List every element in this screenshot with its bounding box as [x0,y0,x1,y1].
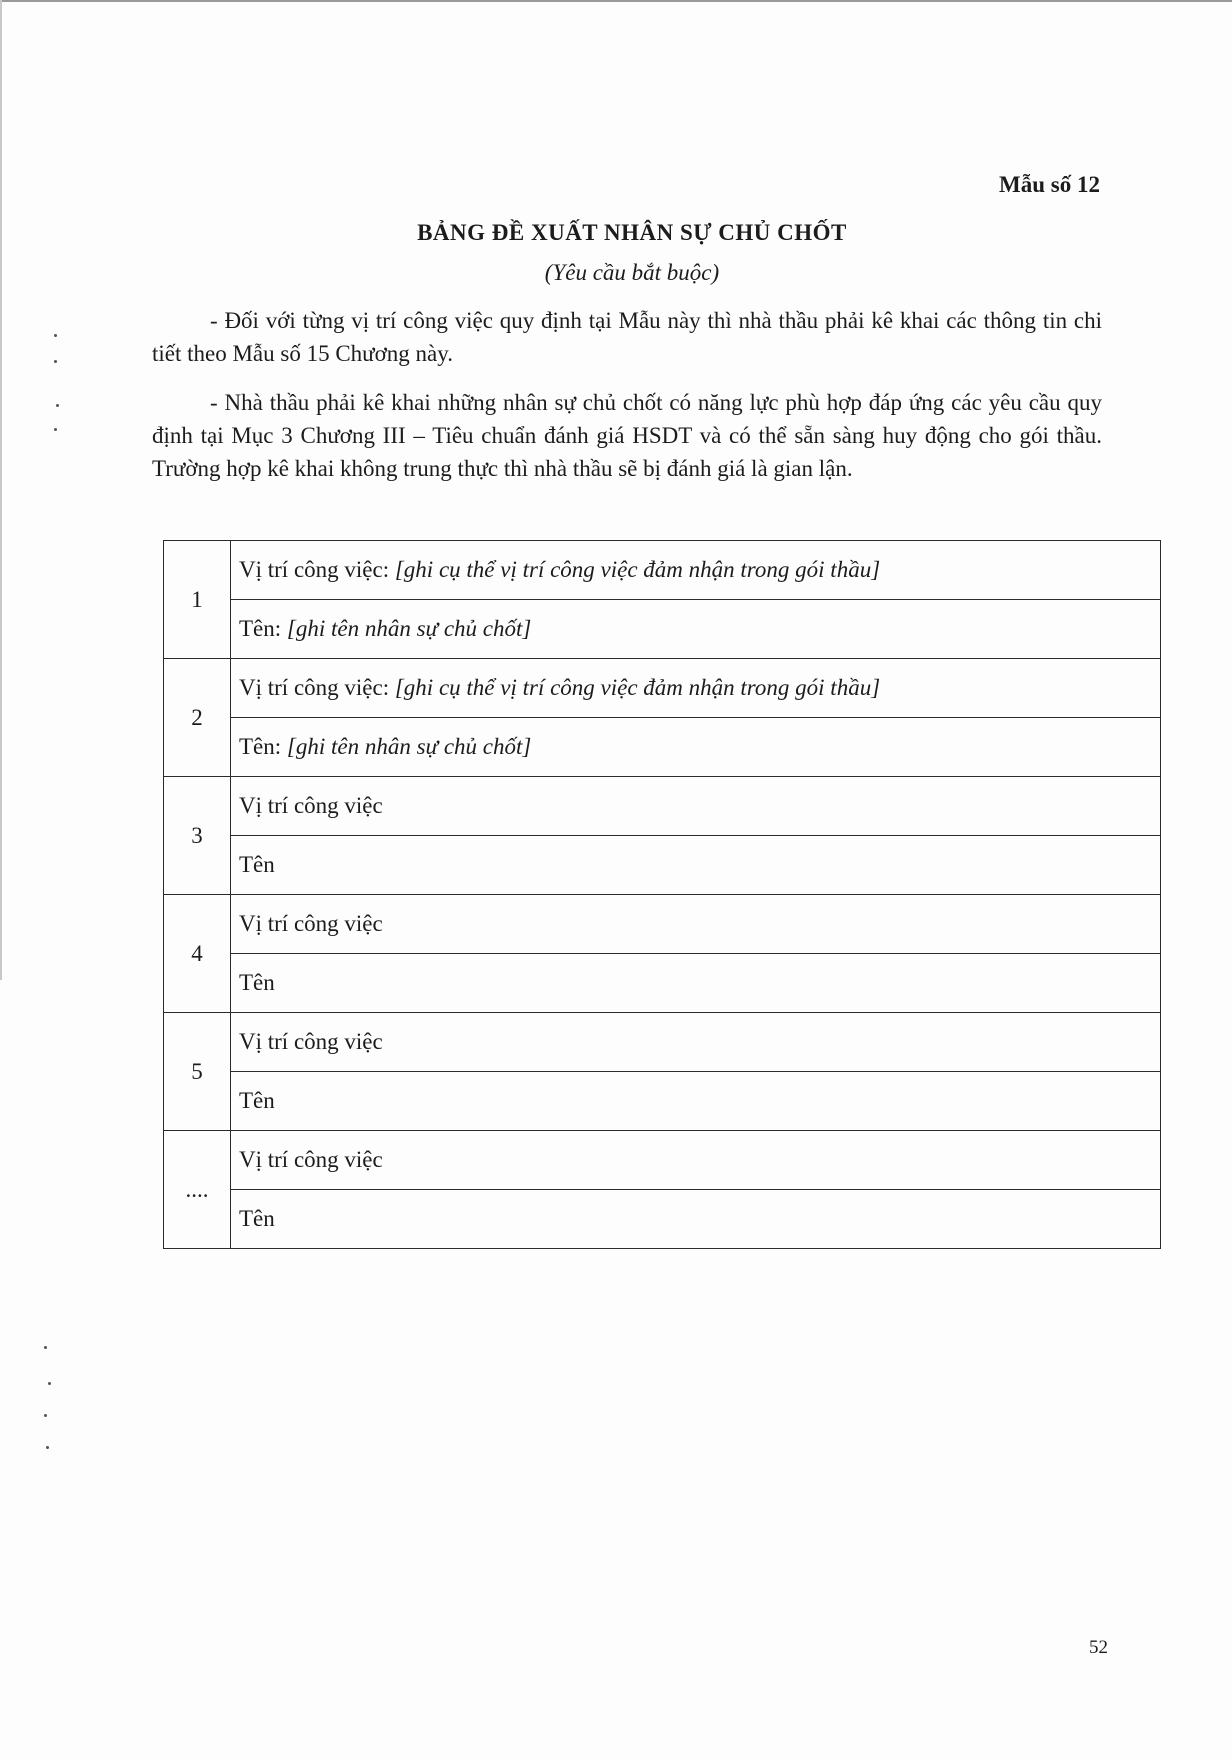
name-cell [231,718,1161,777]
scan-speck [44,1414,47,1417]
name-label: Tên [239,970,275,995]
position-placeholder: [ghi cụ thể vị trí công việc đảm nhận trong gói thầu] [394,557,881,582]
position-label: Vị trí công việc [239,1029,383,1054]
row-number-cell: 3 [164,777,231,895]
scan-speck [44,1346,47,1349]
document-title: BẢNG ĐỀ XUẤT NHÂN SỰ CHỦ CHỐT [417,220,847,245]
table-row-position [164,1131,1161,1190]
instruction-paragraph-2: - Nhà thầu phải kê khai những nhân sự chủ chốt có năng lực phù hợp đáp ứng các yêu cầu quy định tại Mục 3 Chương III – Tiêu chuẩn đánh giá HSDT và có thể sẵn sàng huy động cho gói thầu. Trường hợp kê khai không trung thực thì nhà thầu sẽ bị đánh giá là gian lận. [152,390,1102,481]
position-cell [231,541,1161,600]
personnel-table [163,540,1161,1249]
name-cell [231,1072,1161,1131]
name-label: Tên [239,852,275,877]
position-cell [231,1013,1161,1072]
table-row-position [164,659,1161,718]
table-row-name [164,1190,1161,1249]
scan-speck [48,1382,51,1385]
page-number: 52 [1089,1637,1108,1658]
page-left-edge [0,0,2,980]
personnel-table-body [164,541,1161,1249]
position-cell [231,659,1161,718]
position-cell [231,777,1161,836]
table-row-name [164,718,1161,777]
position-label: Vị trí công việc [239,911,383,936]
table-row-name [164,836,1161,895]
table-row-position [164,541,1161,600]
position-cell [231,895,1161,954]
scan-speck [46,1446,49,1449]
name-cell [231,1190,1161,1249]
table-row-name [164,1072,1161,1131]
table-row-position [164,1013,1161,1072]
position-placeholder: [ghi cụ thể vị trí công việc đảm nhận trong gói thầu] [394,675,881,700]
name-label: Tên [239,1088,275,1113]
row-number-cell: 1 [164,541,231,659]
name-cell [231,600,1161,659]
name-label: Tên [239,1206,275,1231]
instruction-paragraph-1: - Đối với từng vị trí công việc quy định tại Mẫu này thì nhà thầu phải kê khai các thông tin chi tiết theo Mẫu số 15 Chương này. [152,308,1102,366]
name-placeholder: [ghi tên nhân sự chủ chốt] [286,616,532,641]
position-label: Vị trí công việc: [239,675,395,700]
position-label: Vị trí công việc: [239,557,395,582]
name-cell [231,954,1161,1013]
scan-speck [54,360,57,363]
row-number-cell: 2 [164,659,231,777]
row-number-cell: 5 [164,1013,231,1131]
table-row-name [164,600,1161,659]
name-placeholder: [ghi tên nhân sự chủ chốt] [286,734,532,759]
scan-speck [54,428,57,431]
table-row-position [164,895,1161,954]
row-number-cell: 4 [164,895,231,1013]
name-label: Tên: [239,734,287,759]
scan-speck [56,404,59,407]
position-cell [231,1131,1161,1190]
table-row-name [164,954,1161,1013]
page-top-border [0,0,1232,2]
row-number-cell: .... [164,1131,231,1249]
position-label: Vị trí công việc [239,1147,383,1172]
name-label: Tên: [239,616,287,641]
name-cell [231,836,1161,895]
form-number: Mẫu số 12 [999,172,1100,197]
scan-speck [54,334,57,337]
table-row-position [164,777,1161,836]
document-subtitle: (Yêu cầu bắt buộc) [544,260,720,285]
position-label: Vị trí công việc [239,793,383,818]
